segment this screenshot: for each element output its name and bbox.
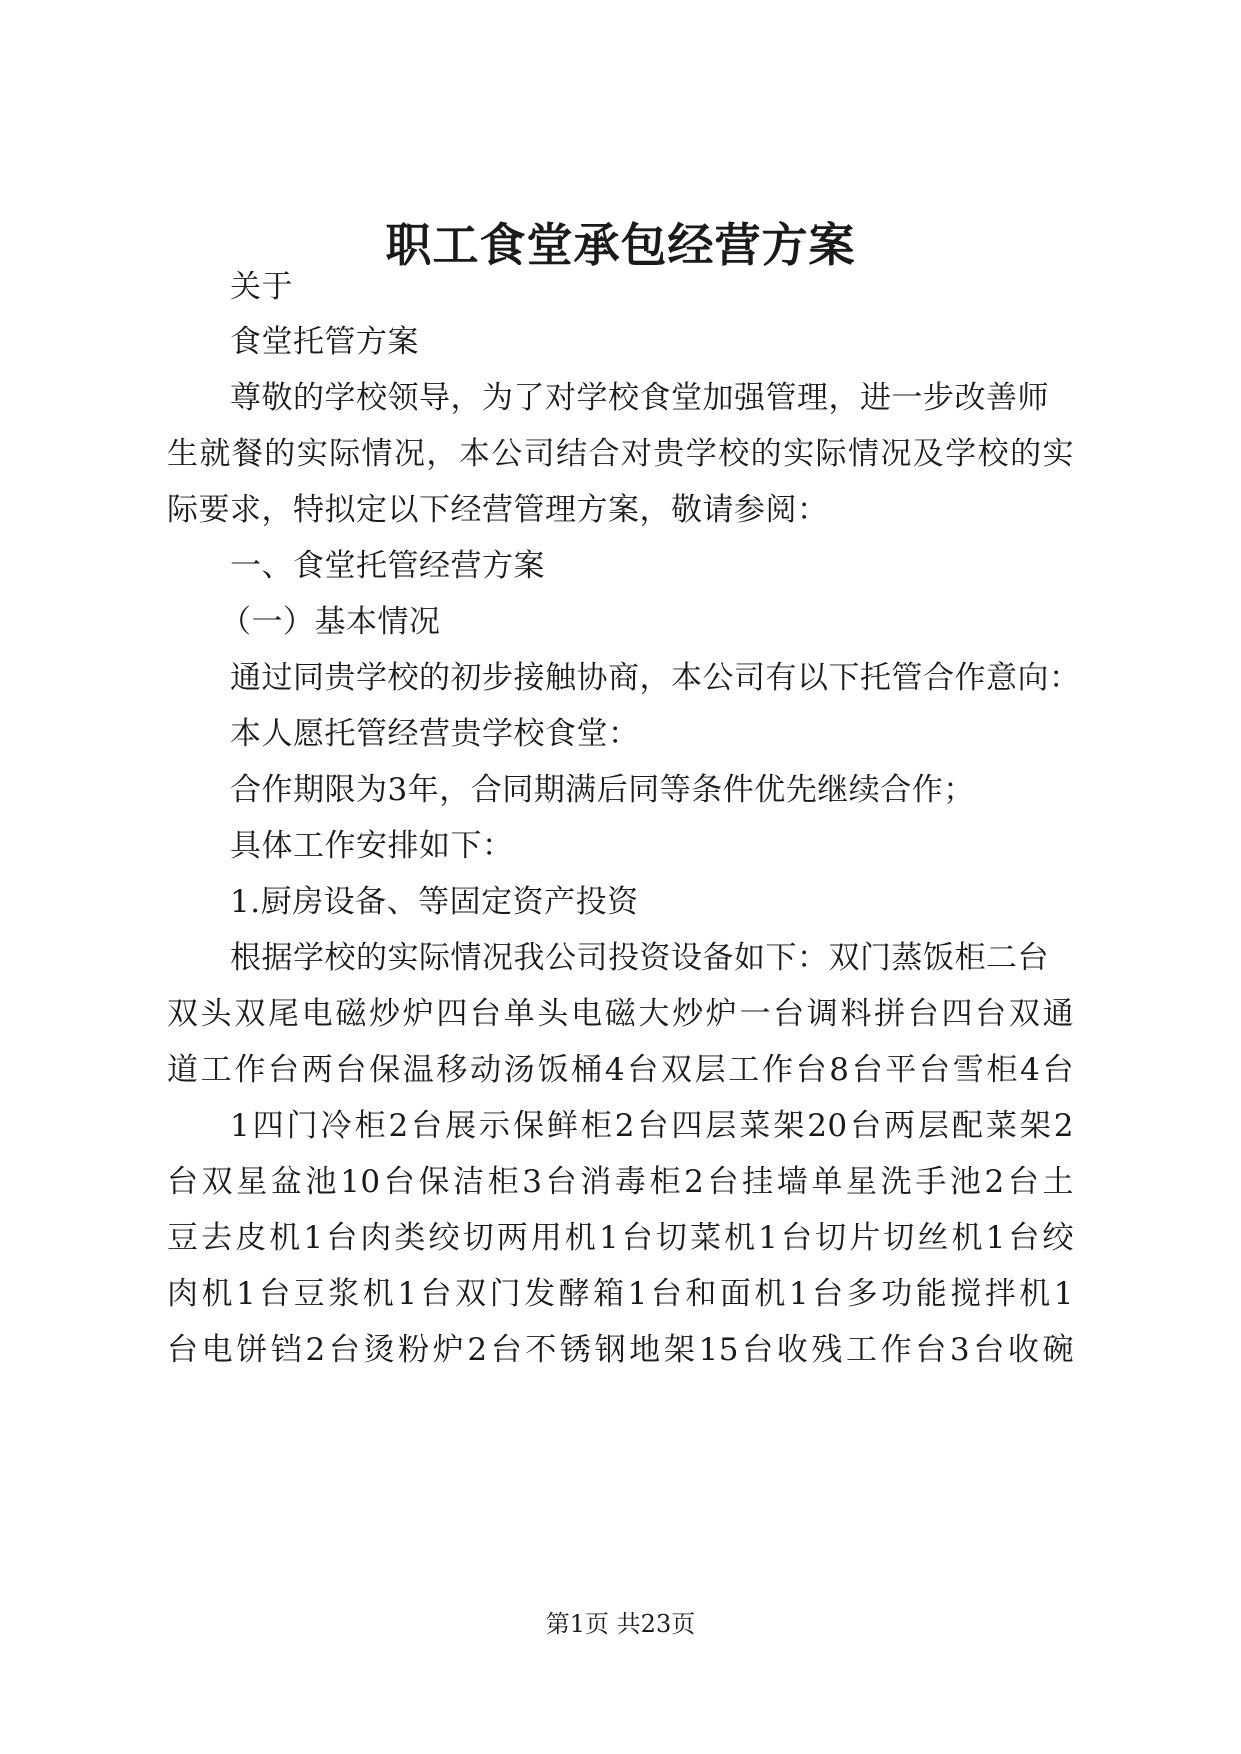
paragraph-line: 合作期限为3年，合同期满后同等条件优先继续合作； — [230, 772, 975, 808]
paragraph-line: 生就餐的实际情况，本公司结合对贵学校的实际情况及学校的实 — [167, 436, 1074, 472]
paragraph-line: 豆去皮机1台肉类绞切两用机1台切菜机1台切片切丝机1台绞 — [167, 1220, 1074, 1256]
paragraph-line: 道工作台两台保温移动汤饭桶4台双层工作台8台平台雪柜4台 — [167, 1052, 1074, 1088]
paragraph-line: 肉机1台豆浆机1台双门发酵箱1台和面机1台多功能搅拌机1 — [167, 1276, 1074, 1312]
page-number-footer: 第1页 共23页 — [545, 1610, 696, 1638]
paragraph-line: 关于 — [230, 269, 293, 305]
subsection-heading: （一）基本情况 — [220, 604, 441, 640]
paragraph-line: 根据学校的实际情况我公司投资设备如下：双门蒸饭柜二台 — [230, 940, 1049, 976]
section-heading: 一、食堂托管经营方案 — [230, 548, 545, 584]
paragraph-line: 通过同贵学校的初步接触协商，本公司有以下托管合作意向： — [230, 660, 1081, 696]
paragraph-line: 1四门冷柜2台展示保鲜柜2台四层菜架20台两层配菜架2 — [230, 1108, 1074, 1144]
list-item-heading: 1.厨房设备、等固定资产投资 — [230, 884, 639, 920]
paragraph-line: 食堂托管方案 — [230, 324, 419, 360]
paragraph-line: 双头双尾电磁炒炉四台单头电磁大炒炉一台调料拼台四台双通 — [167, 996, 1074, 1032]
paragraph-line: 台双星盆池10台保洁柜3台消毒柜2台挂墙单星洗手池2台土 — [167, 1164, 1074, 1200]
paragraph-line: 具体工作安排如下： — [230, 828, 514, 864]
paragraph-line: 际要求，特拟定以下经营管理方案，敬请参阅： — [167, 492, 829, 528]
paragraph-line: 尊敬的学校领导，为了对学校食堂加强管理，进一步改善师 — [230, 380, 1049, 416]
paragraph-line: 台电饼铛2台烫粉炉2台不锈钢地架15台收残工作台3台收碗 — [167, 1332, 1074, 1368]
paragraph-line: 本人愿托管经营贵学校食堂： — [230, 716, 640, 752]
document-title: 职工食堂承包经营方案 — [385, 218, 856, 272]
